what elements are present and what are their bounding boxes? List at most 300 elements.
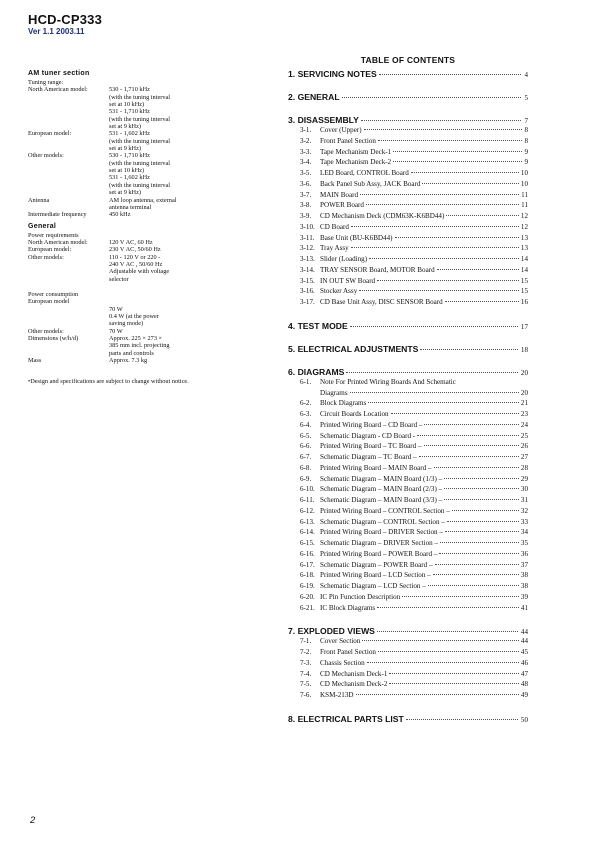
- toc-number: 6-10.: [300, 485, 315, 494]
- toc-number: 6-20.: [300, 592, 315, 601]
- toc-page: 32: [520, 506, 528, 515]
- toc-title-text: DIAGRAMS: [297, 366, 345, 377]
- toc-title-text: CD Mechanism Deck-1: [320, 669, 388, 678]
- spec-note: •Design and specifications are subject to change without notice.: [28, 378, 189, 386]
- toc-entry[interactable]: [288, 528, 528, 539]
- toc-title-text: IC Block Diagrams: [320, 603, 376, 612]
- spec-label: [28, 108, 109, 115]
- toc-number: 6-2.: [300, 399, 312, 408]
- toc-number: 7-2.: [300, 648, 312, 656]
- spec-value: 385 mm incl. projecting: [109, 342, 170, 350]
- toc-entry[interactable]: [288, 126, 528, 137]
- toc-number: 3-13.: [300, 255, 315, 263]
- toc-entry[interactable]: [288, 244, 528, 255]
- model-title: HCD-CP333: [28, 12, 103, 27]
- toc-leader-dots: [444, 499, 519, 500]
- am-tuner-specs: [28, 79, 273, 219]
- spec-row: [28, 86, 273, 93]
- spec-row: [28, 145, 273, 152]
- toc-page: 26: [520, 442, 528, 451]
- toc-leader-dots: [406, 719, 518, 720]
- toc-page: 11: [521, 190, 528, 199]
- page-number: 2: [30, 815, 36, 826]
- toc-number: 7-5.: [300, 680, 312, 689]
- spec-label: [28, 342, 109, 349]
- spec-row: [28, 239, 273, 246]
- toc-page: 29: [520, 474, 528, 483]
- spec-row: [28, 123, 273, 130]
- spec-label: [28, 204, 109, 211]
- toc-entry[interactable]: [288, 496, 528, 507]
- spec-value: set at 9 kHz): [109, 123, 141, 131]
- spec-value: AM loop antenna, external: [109, 196, 177, 204]
- toc-entry[interactable]: [288, 571, 528, 582]
- toc-page: 36: [520, 549, 528, 558]
- toc-entry[interactable]: [288, 485, 528, 496]
- spec-row: [28, 291, 273, 298]
- toc-chapter[interactable]: [288, 321, 528, 332]
- toc-page: 8: [524, 136, 528, 145]
- toc-title-text: Cover (Upper): [320, 126, 362, 134]
- toc-entry[interactable]: [288, 277, 528, 288]
- spec-row: [28, 306, 273, 313]
- spec-row: [28, 130, 273, 137]
- toc-leader-dots: [434, 467, 519, 468]
- toc-entry[interactable]: [288, 266, 528, 277]
- toc-leader-dots: [424, 445, 519, 446]
- toc-title-text: Cover Section: [320, 637, 361, 646]
- toc-page: 30: [520, 485, 528, 494]
- toc-chapter[interactable]: [288, 367, 528, 378]
- spec-value: 0.4 W (at the power: [109, 312, 159, 320]
- spec-label: [28, 116, 109, 123]
- toc-entry[interactable]: [288, 442, 528, 453]
- toc-entry[interactable]: [288, 680, 528, 691]
- spec-label: Power requirements: [28, 231, 79, 239]
- toc-entry[interactable]: [288, 648, 528, 659]
- toc-entry[interactable]: [288, 399, 528, 410]
- toc-title-text: CD Mechanism Deck-2: [320, 680, 388, 689]
- toc-leader-dots: [440, 542, 519, 543]
- spec-value: 530 - 1,710 kHz: [109, 152, 150, 160]
- toc-title-text: Schematic Diagram – TC Board –: [320, 453, 417, 461]
- toc-page: 33: [520, 517, 528, 526]
- spec-row: [28, 254, 273, 261]
- toc-entry[interactable]: [288, 234, 528, 245]
- toc-entry[interactable]: [288, 593, 528, 604]
- toc-page: 13: [520, 244, 528, 253]
- toc-number: 7.: [288, 626, 296, 637]
- spec-value: (with the tuning interval: [109, 159, 171, 167]
- toc-page: 20: [520, 368, 528, 377]
- spec-row: [28, 167, 273, 174]
- toc-entry[interactable]: [288, 287, 528, 298]
- toc-number: 4.: [288, 320, 296, 331]
- toc-entry[interactable]: [288, 169, 528, 180]
- spec-value: 531 - 1,602 kHz: [109, 174, 150, 182]
- toc-leader-dots: [367, 662, 519, 663]
- toc-entry[interactable]: [288, 148, 528, 159]
- spec-row: [28, 101, 273, 108]
- spec-value: set at 9 kHz): [109, 189, 141, 197]
- toc-entry[interactable]: [288, 518, 528, 529]
- toc-page: 16: [520, 298, 528, 306]
- power-requirements-specs: [28, 232, 273, 283]
- toc-leader-dots: [356, 694, 519, 695]
- toc-title-text: Schematic Diagram – MAIN Board (1/3) –: [320, 474, 443, 483]
- toc-page: 44: [520, 637, 528, 646]
- spec-value: set at 10 kHz): [109, 167, 145, 175]
- spec-label: [28, 145, 109, 152]
- spec-label: [28, 160, 109, 167]
- toc-title-text: Front Panel Section: [320, 136, 376, 145]
- toc-leader-dots: [378, 651, 519, 652]
- toc-page: 21: [520, 399, 528, 408]
- toc-title-text: Note For Printed Wiring Boards And Schematic: [320, 377, 456, 386]
- toc-entry[interactable]: [288, 475, 528, 486]
- toc-page: 9: [524, 147, 528, 156]
- spec-value: 230 V AC, 50/60 Hz: [109, 246, 161, 254]
- spec-value: Approx. 7.3 kg: [109, 357, 148, 365]
- toc-leader-dots: [428, 585, 519, 586]
- spec-value: (with the tuning interval: [109, 181, 171, 189]
- table-of-contents: [288, 55, 528, 725]
- toc-title-text: Back Panel Sub Assy, JACK Board: [320, 179, 421, 188]
- toc-page: 46: [520, 658, 528, 667]
- spec-row: [28, 152, 273, 159]
- spec-value: 531 - 1,710 kHz: [109, 108, 150, 116]
- spec-value: selector: [109, 275, 129, 283]
- spec-row: [28, 276, 273, 283]
- spec-value: (with the tuning interval: [109, 137, 171, 145]
- spec-value: 110 - 120 V or 220 -: [109, 253, 161, 261]
- spec-value: set at 9 kHz): [109, 145, 141, 153]
- toc-number: 6-13.: [300, 517, 315, 526]
- toc-leader-dots: [360, 194, 519, 195]
- toc-page: 5: [524, 94, 528, 102]
- spec-row: [28, 335, 273, 342]
- toc-title-text: Schematic Diagram – POWER Board –: [320, 560, 433, 569]
- toc-number: 3-12.: [300, 244, 315, 253]
- spec-label: [28, 306, 109, 313]
- toc-entry[interactable]: [288, 604, 528, 615]
- toc-page: 14: [520, 265, 528, 274]
- toc-leader-dots: [342, 97, 522, 98]
- toc-title-text: KSM-213D: [320, 691, 354, 699]
- toc-number: 6-8.: [300, 463, 312, 472]
- toc-number: 7-6.: [300, 691, 312, 699]
- spec-value: [109, 232, 273, 239]
- toc-title-text: TRAY SENSOR Board, MOTOR Board: [320, 265, 435, 274]
- toc-number: 3-16.: [300, 287, 315, 296]
- toc-leader-dots: [447, 521, 519, 522]
- toc-title-text: TEST MODE: [297, 320, 348, 331]
- toc-number: 3-15.: [300, 276, 315, 285]
- toc-number: 6-6.: [300, 442, 312, 451]
- spec-label: [28, 123, 109, 130]
- toc-page: 7: [524, 117, 528, 125]
- toc-title-text: Base Unit (BU-K6BD44): [320, 233, 393, 242]
- toc-leader-dots: [379, 74, 522, 75]
- spec-value: 70 W: [109, 305, 123, 313]
- spec-label: Power consumption: [28, 290, 79, 298]
- toc-number: 3-1.: [300, 126, 312, 134]
- toc-leader-dots: [437, 269, 519, 270]
- toc-number: 3-7.: [300, 190, 312, 199]
- spec-label: [28, 138, 109, 145]
- toc-page: 17: [520, 322, 528, 331]
- toc-entry[interactable]: [288, 255, 528, 266]
- toc-number: 5.: [288, 343, 296, 354]
- toc-leader-dots: [393, 161, 522, 162]
- spec-label: Mass: [28, 357, 42, 365]
- toc-leader-dots: [435, 564, 519, 565]
- spec-label: [28, 313, 109, 320]
- toc-number: 3-3.: [300, 147, 312, 156]
- spec-row: [28, 197, 273, 204]
- toc-entry[interactable]: [288, 539, 528, 550]
- toc-title-text: POWER Board: [320, 201, 364, 210]
- spec-value: parts and controls: [109, 349, 154, 357]
- toc-number: 6-12.: [300, 506, 315, 515]
- toc-page: 10: [520, 169, 528, 177]
- spec-label: [28, 167, 109, 174]
- toc-page: 38: [520, 582, 528, 590]
- toc-page: 28: [520, 463, 528, 472]
- power-consumption-specs: [28, 291, 273, 357]
- spec-row: [28, 342, 273, 349]
- toc-page: 37: [520, 560, 528, 569]
- spec-label: [28, 350, 109, 357]
- spec-value: 530 - 1,710 kHz: [109, 86, 150, 94]
- toc-page: 4: [524, 71, 528, 79]
- spec-row: [28, 116, 273, 123]
- toc-leader-dots: [402, 596, 519, 597]
- toc-leader-dots: [364, 129, 523, 130]
- toc-entry[interactable]: [288, 670, 528, 681]
- toc-number: 3-4.: [300, 158, 312, 167]
- toc-number: 6-9.: [300, 474, 312, 483]
- toc-page: 34: [520, 528, 528, 537]
- toc-leader-dots: [444, 488, 519, 489]
- toc-leader-dots: [351, 226, 519, 227]
- toc-leader-dots: [422, 183, 518, 184]
- toc-title-text: MAIN Board: [320, 190, 359, 199]
- spec-label: North American model:: [28, 86, 88, 94]
- toc-entry[interactable]: [288, 137, 528, 148]
- spec-label: [28, 101, 109, 108]
- toc-page: 47: [520, 669, 528, 678]
- toc-entry[interactable]: [288, 453, 528, 464]
- toc-number: 6-15.: [300, 539, 315, 547]
- toc-title-text: Printed Wiring Board – LCD Section –: [320, 571, 431, 580]
- toc-page: 13: [520, 233, 528, 242]
- toc-entry[interactable]: [288, 410, 528, 421]
- spec-value: Adjustable with voltage: [109, 268, 170, 276]
- spec-row: [28, 211, 273, 218]
- toc-entry[interactable]: [288, 550, 528, 561]
- spec-value: [109, 79, 273, 86]
- toc-number: 3-2.: [300, 136, 312, 145]
- spec-row: [28, 138, 273, 145]
- spec-value: [109, 291, 273, 298]
- toc-entry[interactable]: [288, 691, 528, 702]
- toc-number: 3.: [288, 115, 296, 125]
- toc-chapter[interactable]: [288, 69, 528, 80]
- toc-title-text: ELECTRICAL PARTS LIST: [297, 713, 404, 724]
- toc-entry[interactable]: [288, 212, 528, 223]
- toc-number: 6-18.: [300, 571, 315, 580]
- toc-title: TABLE OF CONTENTS: [360, 55, 456, 65]
- toc-leader-dots: [368, 402, 519, 403]
- toc-page: 11: [521, 201, 528, 210]
- toc-number: 3-9.: [300, 212, 312, 220]
- spec-row: [28, 350, 273, 357]
- toc-leader-dots: [393, 151, 522, 152]
- toc-leader-dots: [377, 607, 519, 608]
- toc-title-text: ELECTRICAL ADJUSTMENTS: [297, 343, 419, 354]
- spec-value: (with the tuning interval: [109, 115, 171, 123]
- toc-entry[interactable]: [288, 637, 528, 648]
- toc-leader-dots: [361, 120, 522, 121]
- toc-page: 39: [520, 592, 528, 601]
- toc-number: 3-6.: [300, 179, 312, 188]
- toc-title-text: Chassis Section: [320, 658, 365, 667]
- specifications-column: [28, 70, 273, 386]
- toc-number: 2.: [288, 92, 296, 102]
- toc-leader-dots: [445, 531, 519, 532]
- toc-title-text: Circuit Boards Location: [320, 410, 389, 418]
- toc-leader-dots: [444, 478, 519, 479]
- toc-title-text: Schematic Diagram – DRIVER Section –: [320, 539, 439, 547]
- toc-title-text: Schematic Diagram – MAIN Board (3/3) –: [320, 496, 443, 504]
- toc-page: 23: [520, 410, 528, 418]
- spec-row: [28, 313, 273, 320]
- toc-title-text: Schematic Diagram – MAIN Board (2/3) –: [320, 485, 443, 494]
- toc-leader-dots: [417, 435, 519, 436]
- toc-number: 6-21.: [300, 603, 315, 612]
- toc-entry[interactable]: [288, 201, 528, 212]
- toc-entry[interactable]: [288, 464, 528, 475]
- toc-leader-dots: [439, 553, 518, 554]
- toc-entry[interactable]: [288, 180, 528, 191]
- toc-entry[interactable]: [288, 659, 528, 670]
- toc-number: 7-1.: [300, 637, 312, 646]
- toc-chapter[interactable]: [288, 92, 528, 103]
- toc-entry[interactable]: [288, 582, 528, 593]
- toc-title-text: Tape Mechanism Deck-2: [320, 158, 392, 167]
- spec-label: European model:: [28, 130, 72, 138]
- toc-page: 50: [520, 715, 528, 724]
- toc-chapter[interactable]: [288, 626, 528, 637]
- toc-number: 6-17.: [300, 560, 315, 569]
- toc-entry[interactable]: [288, 158, 528, 169]
- toc-title-text: IN OUT SW Board: [320, 276, 376, 285]
- spec-value: antenna terminal: [109, 203, 152, 211]
- spec-value: (with the tuning interval: [109, 93, 171, 101]
- spec-row: [28, 320, 273, 327]
- spec-label: North American model:: [28, 238, 88, 246]
- spec-value: [109, 298, 273, 305]
- toc-page: 15: [520, 287, 528, 296]
- spec-value: 70 W: [109, 327, 123, 335]
- toc-entry[interactable]: [288, 432, 528, 443]
- toc-leader-dots: [395, 237, 519, 238]
- toc-entry[interactable]: [288, 561, 528, 572]
- toc-leader-dots: [389, 673, 519, 674]
- toc-title-text: Printed Wiring Board – DRIVER Section –: [320, 528, 443, 537]
- toc-leader-dots: [411, 172, 519, 173]
- spec-value: 531 - 1,602 kHz: [109, 130, 150, 138]
- toc-number: 6.: [288, 366, 296, 377]
- toc-leader-dots: [389, 683, 519, 684]
- toc-title-text: CD Board: [320, 222, 349, 231]
- toc-entry[interactable]: [288, 389, 528, 400]
- toc-title-text: Block Diagrams: [320, 399, 367, 408]
- toc-page: 24: [520, 420, 528, 429]
- spec-row: [28, 298, 273, 305]
- toc-entry[interactable]: [288, 223, 528, 234]
- am-tuner-heading: AM tuner section: [28, 70, 90, 77]
- spec-label: European model:: [28, 246, 72, 254]
- spec-row: [28, 261, 273, 268]
- toc-number: 7-3.: [300, 658, 312, 667]
- toc-leader-dots: [433, 574, 519, 575]
- spec-label: Dimensions (w/h/d): [28, 335, 79, 342]
- toc-number: 3-14.: [300, 265, 315, 274]
- toc-leader-dots: [452, 510, 519, 511]
- toc-chapter[interactable]: [288, 115, 528, 126]
- toc-page: 15: [520, 276, 528, 285]
- toc-entry[interactable]: [288, 191, 528, 202]
- toc-leader-dots: [359, 290, 519, 291]
- spec-row: [28, 204, 273, 211]
- spec-label: [28, 276, 109, 283]
- version-label: Ver 1.1 2003.11: [28, 27, 85, 36]
- toc-number: 7-4.: [300, 669, 312, 678]
- toc-leader-dots: [420, 349, 518, 350]
- toc-page: 20: [520, 388, 528, 397]
- spec-row: [28, 189, 273, 196]
- toc-leader-dots: [446, 215, 519, 216]
- toc-number: 6-5.: [300, 431, 312, 440]
- toc-entry[interactable]: [288, 507, 528, 518]
- spec-row: [28, 232, 273, 239]
- toc-chapter[interactable]: [288, 344, 528, 355]
- spec-label: Intermediate frequency: [28, 211, 87, 219]
- toc-title-text: Tray Assy: [320, 244, 349, 253]
- toc-number: 3-5.: [300, 169, 312, 177]
- spec-label: Tuning range:: [28, 79, 64, 86]
- toc-page: 12: [520, 222, 528, 231]
- toc-leader-dots: [366, 204, 519, 205]
- toc-title-text: SERVICING NOTES: [297, 69, 377, 79]
- toc-leader-dots: [391, 413, 519, 414]
- toc-entry[interactable]: [288, 421, 528, 432]
- spec-row: [28, 182, 273, 189]
- spec-value: saving mode): [109, 320, 144, 328]
- toc-chapter[interactable]: [288, 714, 528, 725]
- toc-title-text: Schematic Diagram - CD Board -: [320, 431, 416, 440]
- toc-leader-dots: [346, 372, 518, 373]
- toc-title-text: Tape Mechanism Deck-1: [320, 147, 392, 156]
- toc-entry[interactable]: [288, 378, 528, 389]
- toc-number: 6-19.: [300, 582, 315, 590]
- toc-title-text: GENERAL: [297, 92, 340, 102]
- toc-title-text: DISASSEMBLY: [297, 115, 359, 125]
- toc-entry[interactable]: [288, 298, 528, 309]
- spec-row: [28, 328, 273, 335]
